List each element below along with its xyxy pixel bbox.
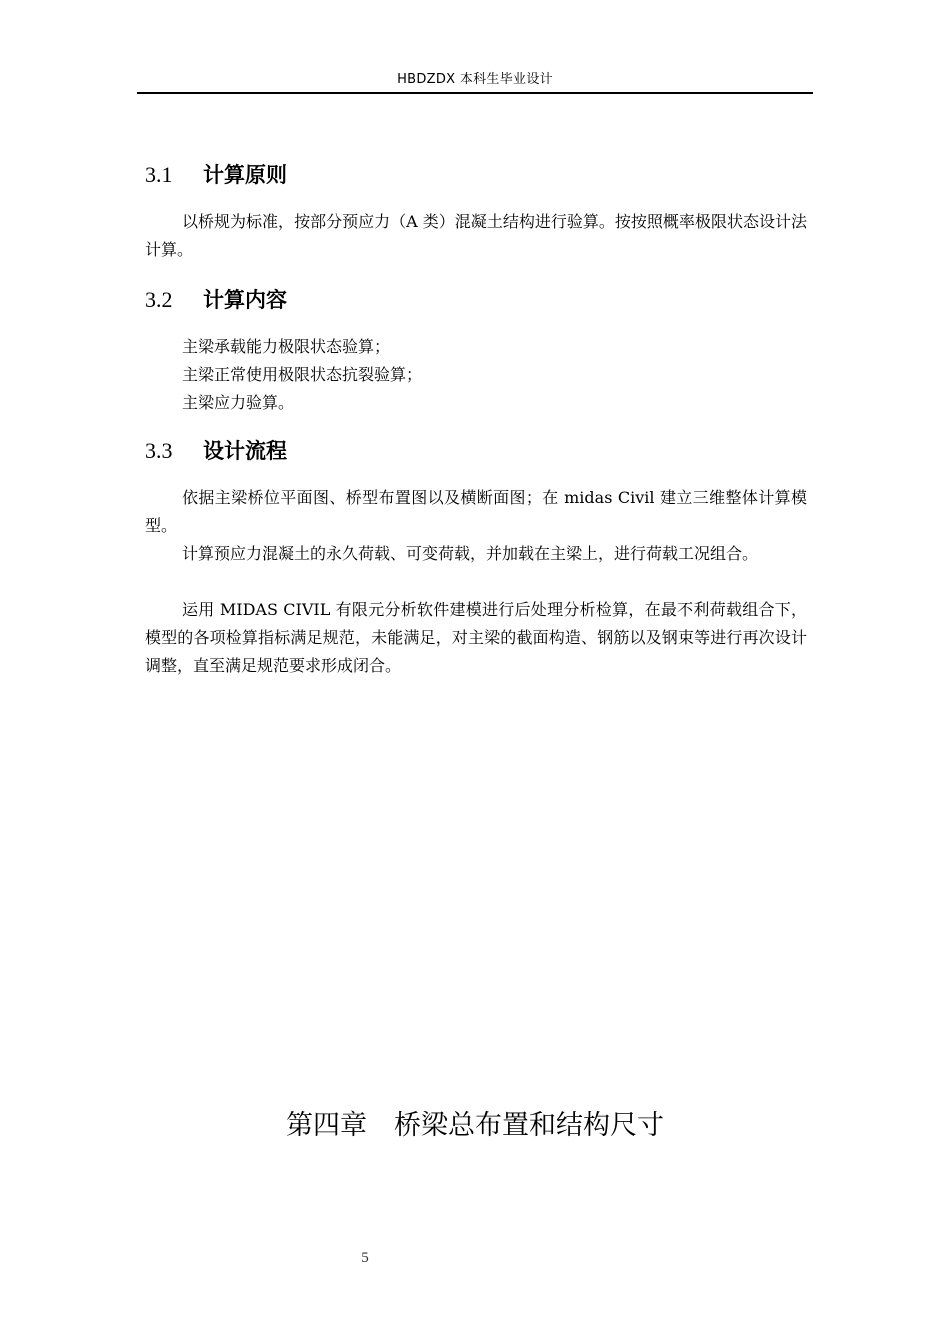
page-header: HBDZDX 本科生毕业设计 (397, 72, 553, 87)
section-title: 设计流程 (203, 439, 287, 463)
section-heading-3-3 (145, 437, 287, 465)
page-number: 5 (361, 1250, 369, 1266)
chapter-title: 第四章 桥梁总布置和结构尺寸 (286, 1110, 664, 1141)
paragraph-flow-1: 依据主梁桥位平面图、桥型布置图以及横断面图；在 midas Civil 建立三维整体计算模型。 (145, 488, 807, 535)
section-title: 计算原则 (203, 163, 287, 187)
paragraph-principle: 以桥规为标准，按部分预应力（A 类）混凝土结构进行验算。按按照概率极限状态设计法计算。 (145, 212, 807, 259)
list-item: 主梁应力验算。 (182, 393, 295, 412)
section-number: 3.3 (145, 438, 173, 463)
section-heading-3-1 (145, 161, 287, 189)
list-item: 主梁正常使用极限状态抗裂验算； (182, 365, 423, 384)
list-item: 主梁承载能力极限状态验算； (182, 337, 391, 356)
paragraph-flow-3: 运用 MIDAS CIVIL 有限元分析软件建模进行后处理分析检算，在最不利荷载组合下，模型的各项检算指标满足规范，未能满足，对主梁的截面构造、钢筋以及钢束等进行再次设计调整，直至满足规范要求形成闭合。 (145, 600, 807, 675)
section-title: 计算内容 (203, 288, 287, 312)
header-rule (137, 92, 813, 94)
section-heading-3-2 (145, 286, 287, 314)
section-number: 3.1 (145, 162, 173, 187)
section-number: 3.2 (145, 287, 173, 312)
paragraph-flow-2: 计算预应力混凝土的永久荷载、可变荷载，并加载在主梁上，进行荷载工况组合。 (182, 544, 759, 563)
